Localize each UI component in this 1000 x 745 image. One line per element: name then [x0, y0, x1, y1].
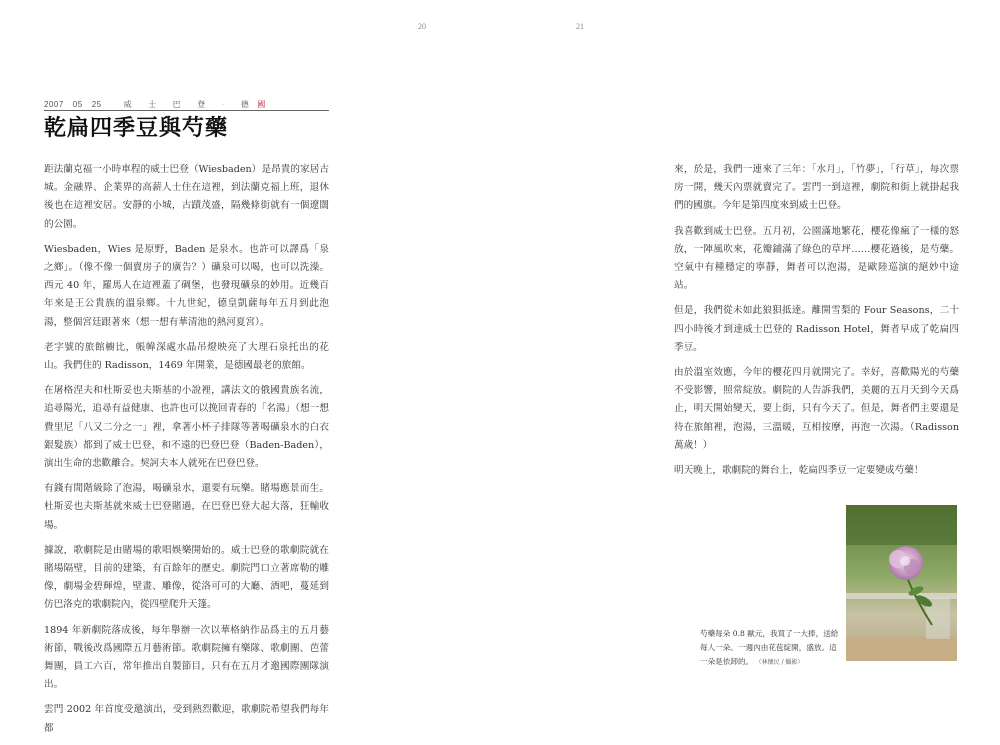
paragraph: 雲門 2002 年首度受邀演出，受到熱烈歡迎，歌劇院希望我們每年都	[44, 704, 329, 734]
place-char: 士	[148, 100, 157, 109]
page-number-right: 21	[576, 22, 584, 31]
paragraph: 老字號的旅館櫥比，帳幃深處水晶吊燈映亮了大理石泉托出的花山。我們住的 Radisson，1469 年開業，是德國最老的旅館。	[44, 341, 329, 372]
paragraph: 有錢有閒階級除了泡湯，喝礦泉水，還要有玩樂。賭場應景而生。杜斯妥也夫斯基就來威士巴登賭過，在巴登巴登大起大落，狂輸收場。	[44, 483, 329, 531]
right-column	[674, 161, 959, 487]
photo-caption	[700, 627, 840, 670]
date-month: 05	[72, 100, 83, 109]
caption-credit: （林懷民 / 攝影）	[755, 659, 804, 666]
paragraph: 我喜歡到威士巴登。五月初，公園滿地繁花，櫻花像瘋了一樣的怒放，一陣風吹來，花瓣鋪滿了綠色的草坪……櫻花過後，是芍藥。空氣中有種穩定的寧靜，舞者可以泡湯，是歐陸巡演的絕妙中途站。	[674, 225, 959, 292]
paragraph: 1894 年新劇院落成後，每年舉辦一次以華格納作品爲主的五月藝術節，戰後改爲國際五月藝術節。歌劇院擁有樂隊、歌劇團、芭蕾舞團，員工六百，常年推出自製節目，只有在五月才邀國際團隊演出。	[44, 624, 329, 691]
separator-dot: ·	[221, 100, 225, 109]
left-column	[44, 161, 329, 745]
paragraph: 明天晚上，歌劇院的舞台上，乾扁四季豆一定要變成芍藥！	[674, 465, 924, 477]
place-char: 巴	[172, 100, 182, 109]
caption-text: 芍藥每朵 0.8 歐元，我買了一大捧，送給每人一朵。一週內由花苞綻開，盛放。這一朵是依卸的。	[700, 629, 839, 666]
paragraph: 在屠格涅夫和杜斯妥也夫斯基的小說裡，講法文的俄國貴族名流，追尋陽光，追尋有益健康、也許也可以挽回青春的「名湯」（想一想費里尼「八又二分之一」裡，拿著小杯子排隊等著喝礦泉水的白衣銀髮族）都到了威士巴登，和不遠的巴登巴登（Baden-Baden），演出生命的悲歡離合。契訶夫本人就死在巴登巴登。	[44, 385, 329, 470]
paragraph: 據說，歌劇院是由賭場的歌唱娛樂開始的。威士巴登的歌劇院就在賭場隔壁，目前的建築，有百餘年的歷史。劇院門口立著席勒的雕像，劇場金碧輝煌，壁畫、雕像，從洛可可的大廳、酒吧，蔓延到仿巴洛克的歌劇院內，從四壁爬升天篷。	[44, 544, 329, 611]
date-location-line	[44, 99, 329, 110]
page-number-left: 20	[418, 22, 426, 31]
article-title: 乾扁四季豆與芍藥	[44, 115, 229, 141]
paragraph: 由於溫室效應，今年的櫻花四月就開完了。幸好，喜歡陽光的芍藥不受影響，照常綻放。劇院的人告訴我們，美麗的五月天到今天爲止，明天開始變天，要上街，只有今天了。但是，舞者們主要還是待在旅館裡，泡湯，三溫暖，互相按摩，再泡一次湯。（Radisson 萬歲！）	[674, 367, 959, 451]
place-char: 登	[197, 100, 206, 109]
country-char: 國	[257, 100, 266, 109]
peony-photo	[846, 505, 957, 661]
place-char: 威	[123, 100, 133, 109]
date-year: 2007	[44, 100, 64, 109]
paragraph: Wiesbaden，Wies 是原野，Baden 是泉水。也許可以譯爲「泉之鄉」。（像不像一個賣房子的廣告？）礦泉可以喝，也可以洗澡。西元 40 年，羅馬人在這裡蓋了碉堡，也發現礦泉的妙用。近幾百年來是王公貴族的溫泉鄉。十九世紀，德皇凱薩每年五月到此泡湯，整個宮廷跟著來（想一想有華清池的熱河夏宮）。	[44, 243, 329, 328]
date-day: 25	[91, 100, 102, 109]
country-char: 德	[240, 100, 250, 109]
paragraph: 但是，我們從未如此狼狽抵達。離開雪梨的 Four Seasons，二十四小時後才到達威士巴登的 Radisson Hotel，舞者早成了乾扁四季豆。	[674, 305, 959, 353]
paragraph: 距法蘭克福一小時車程的威士巴登（Wiesbaden）是昂貴的家居古城。金融界、企業界的高薪人士住在這裡，到法蘭克福上班，退休後也在這裡安居。安靜的小城，古蹟茂盛，隔幾條街就有一個遼闊的公園。	[44, 164, 329, 230]
paragraph: 來，於是，我們一連來了三年：「水月」，「竹夢」，「行草」，每次票房一開，幾天內票就賣完了。雲門一到這裡，劇院和街上就掛起我們的國旗。今年是第四度來到威士巴登。	[674, 164, 959, 212]
